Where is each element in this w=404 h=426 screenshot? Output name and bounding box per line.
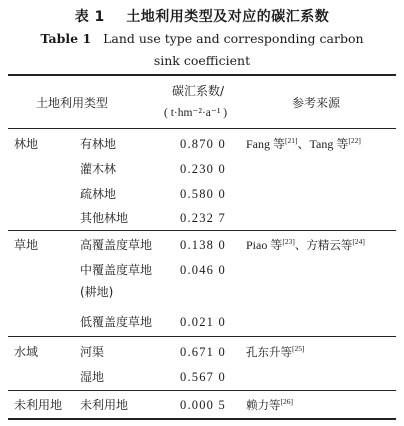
header-coef-line1: 碳汇系数/ — [172, 84, 225, 98]
ref-author: 、Tang 等 — [297, 137, 349, 151]
coefficient-cell: 0.138 0 — [180, 238, 226, 252]
coefficient-cell: 0.671 0 — [180, 345, 226, 359]
category-cell: 林地 — [14, 137, 39, 151]
category-cell: 水域 — [14, 345, 39, 359]
subtype-cell: 高覆盖度草地 — [80, 238, 153, 252]
category-cell: 草地 — [14, 238, 39, 252]
subtype-cell: 未利用地 — [80, 398, 129, 412]
header-coef-unit: ( t·hm⁻²·a⁻¹ ) — [164, 107, 228, 119]
coefficient-cell: 0.046 0 — [180, 263, 226, 277]
group-divider-water — [8, 390, 396, 391]
subtype-cell: 中覆盖度草地 — [80, 263, 153, 277]
table-title-en-line2: sink coefficient — [153, 53, 251, 68]
ref-citation: [22] — [348, 136, 361, 145]
reference-cell — [246, 238, 365, 252]
ref-citation: [23] — [282, 237, 295, 246]
coefficient-cell: 0.870 0 — [180, 137, 226, 151]
bottom-rule — [8, 418, 396, 420]
coefficient-cell: 0.232 7 — [180, 211, 226, 225]
subtype-cell: 灌木林 — [80, 162, 117, 176]
reference-cell — [246, 345, 305, 359]
ref-citation: [25] — [292, 344, 305, 353]
ref-citation: [21] — [285, 136, 298, 145]
reference-cell — [246, 137, 361, 151]
subtype-cell: 湿地 — [80, 370, 105, 384]
group-divider-grass — [8, 336, 396, 337]
table-title-cn: 土地利用类型及对应的碳汇系数 — [126, 9, 330, 25]
table-label-cn: 表 1 — [74, 9, 105, 25]
category-cell: 未利用地 — [14, 398, 63, 412]
header-source: 参考来源 — [292, 96, 341, 110]
coefficient-cell: 0.567 0 — [180, 370, 226, 384]
subtype-cell: 河渠 — [80, 345, 105, 359]
table-caption-cn — [0, 6, 404, 26]
subtype-cell: 有林地 — [80, 137, 117, 151]
header-rule — [8, 128, 396, 129]
table-label-en: Table 1 — [40, 31, 92, 46]
coefficient-cell: 0.230 0 — [180, 162, 226, 176]
ref-author: Piao 等 — [246, 238, 283, 252]
ref-author: Fang 等 — [246, 137, 286, 151]
subtype-cell: 低覆盖度草地 — [80, 315, 153, 329]
group-divider-forest — [8, 230, 396, 231]
subtype-note: (耕地) — [80, 285, 114, 299]
header-land-use: 土地利用类型 — [36, 96, 109, 110]
ref-citation: [24] — [352, 237, 365, 246]
table-title-en-line1: Land use type and corresponding carbon — [103, 31, 364, 46]
ref-author: 赖力等 — [246, 398, 281, 412]
reference-cell — [246, 398, 293, 412]
ref-author: 孔东升等 — [246, 345, 292, 359]
ref-citation: [26] — [280, 397, 293, 406]
coefficient-cell: 0.000 5 — [180, 398, 226, 412]
subtype-cell: 其他林地 — [80, 211, 129, 225]
subtype-cell: 疏林地 — [80, 187, 117, 201]
coefficient-cell: 0.021 0 — [180, 315, 226, 329]
table-caption-en — [0, 31, 404, 46]
ref-author: 、方精云等 — [294, 238, 353, 252]
top-rule — [8, 74, 396, 76]
coefficient-cell: 0.580 0 — [180, 187, 226, 201]
